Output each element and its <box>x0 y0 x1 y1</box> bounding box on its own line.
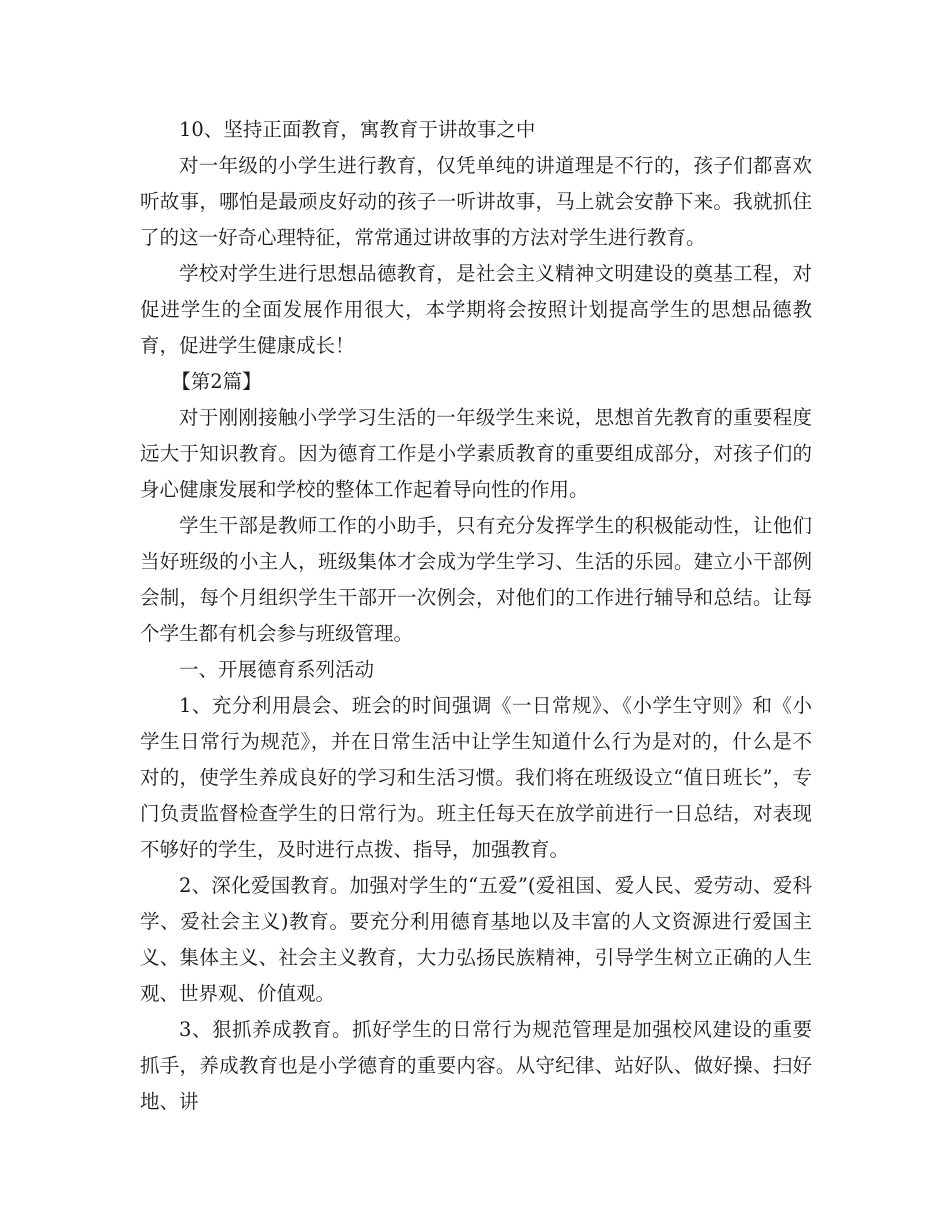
body-paragraph: 3、狠抓养成教育。抓好学生的日常行为规范管理是加强校风建设的重要抓手，养成教育也是小学德育的重要内容。从守纪律、站好队、做好操、扫好地、讲 <box>140 1018 812 1113</box>
body-paragraph: 2、深化爱国教育。加强对学生的“五爱”(爱祖国、爱人民、爱劳动、爱科学、爱社会主义)教育。要充分利用德育基地以及丰富的人文资源进行爱国主义、集体主义、社会主义教育，大力弘扬民族精神，引导学生树立正确的人生观、世界观、价值观。 <box>140 874 812 1005</box>
body-paragraph: 学校对学生进行思想品德教育，是社会主义精神文明建设的奠基工程，对促进学生的全面发展作用很大，本学期将会按照计划提高学生的思想品德教育，促进学生健康成长！ <box>140 262 812 357</box>
body-paragraph: 1、充分利用晨会、班会的时间强调《一日常规》、《小学生守则》和《小学生日常行为规范》，并在日常生活中让学生知道什么行为是对的，什么是不对的，使学生养成良好的学习和生活习惯。我们将在班级设立“值日班长”，专门负责监督检查学生的日常行为。班主任每天在放学前进行一日总结，对表现不够好的学生，及时进行点拨、指导，加强教育。 <box>140 694 812 861</box>
section-heading: 10、坚持正面教育，寓教育于讲故事之中 <box>179 118 536 141</box>
body-paragraph: 对一年级的小学生进行教育，仅凭单纯的讲道理是不行的，孩子们都喜欢听故事，哪怕是最顽皮好动的孩子一听讲故事，马上就会安静下来。我就抓住了的这一好奇心理特征，常常通过讲故事的方法对学生进行教育。 <box>140 154 812 249</box>
body-paragraph: 对于刚刚接触小学学习生活的一年级学生来说，思想首先教育的重要程度远大于知识教育。因为德育工作是小学素质教育的重要组成部分，对孩子们的身心健康发展和学校的整体工作起着导向性的作用。 <box>140 406 812 501</box>
document-body <box>140 112 812 1120</box>
chapter-heading: 【第2篇】 <box>171 370 262 393</box>
section-heading: 一、开展德育系列活动 <box>179 658 375 681</box>
body-paragraph: 学生干部是教师工作的小助手，只有充分发挥学生的积极能动性，让他们当好班级的小主人，班级集体才会成为学生学习、生活的乐园。建立小干部例会制，每个月组织学生干部开一次例会，对他们的工作进行辅导和总结。让每个学生都有机会参与班级管理。 <box>140 514 812 645</box>
